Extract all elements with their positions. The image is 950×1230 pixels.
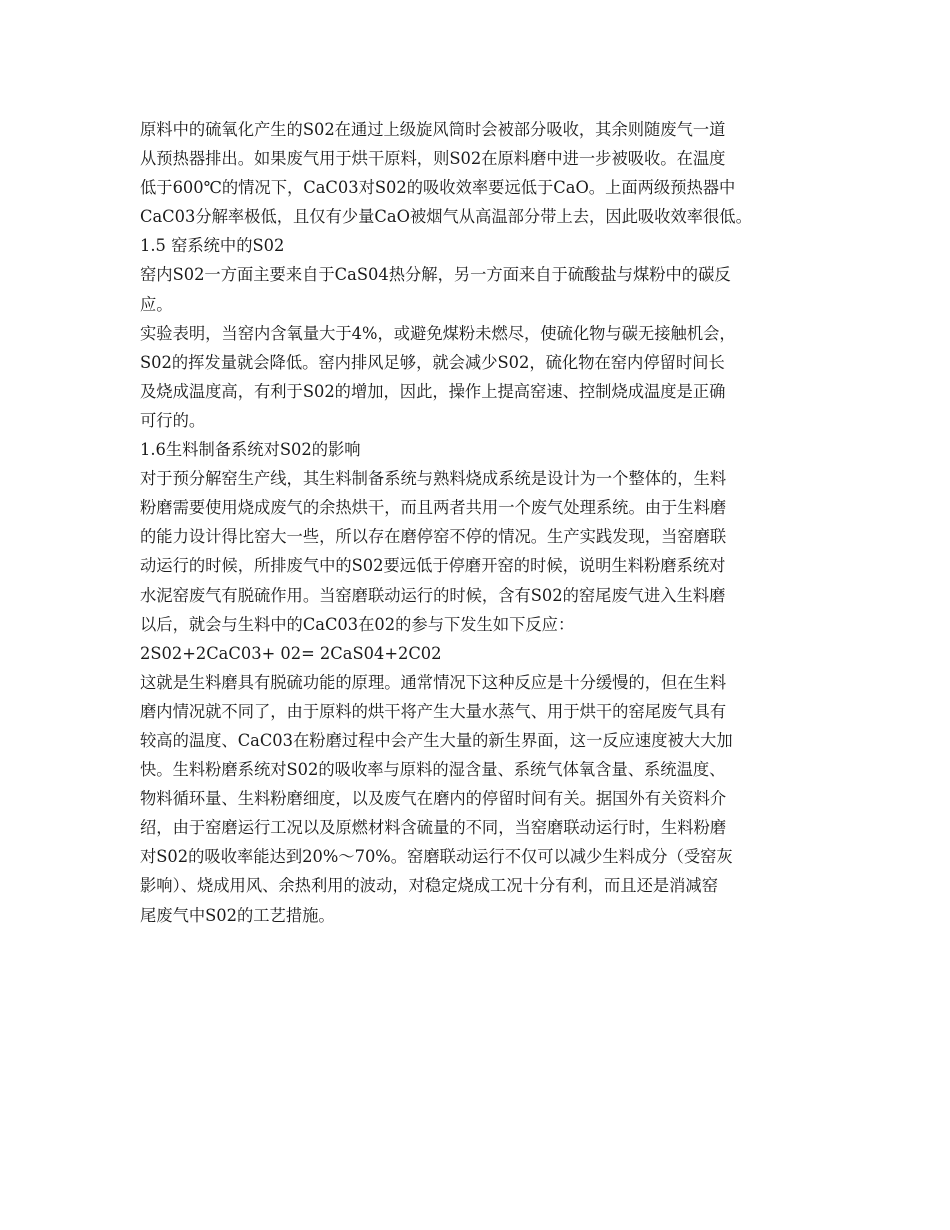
- document-body: [140, 115, 812, 930]
- text-line: 动运行的时候，所排废气中的S02要远低于停磨开窑的时候，说明生料粉磨系统对: [140, 556, 726, 576]
- section-heading: 1.6生料制备系统对S02的影响: [140, 440, 361, 460]
- text-line: 磨内情况就不同了，由于原料的烘干将产生大量水蒸气、用于烘干的窑尾废气具有: [140, 701, 727, 721]
- section-heading: 1.5 窑系统中的S02: [140, 236, 285, 256]
- text-line: 从预热器排出。如果废气用于烘干原料，则S02在原料磨中进一步被吸收。在温度: [140, 149, 726, 169]
- text-line: 绍，由于窑磨运行工况以及原燃材料含硫量的不同，当窑磨联动运行时，生料粉磨: [140, 818, 727, 838]
- text-line: 这就是生料磨具有脱硫功能的原理。通常情况下这种反应是十分缓慢的，但在生料: [140, 672, 727, 692]
- text-line: 可行的。: [140, 410, 206, 430]
- text-line: 影响）、烧成用风、余热利用的波动，对稳定烧成工况十分有利，而且还是消减窑: [140, 876, 718, 896]
- text-line: 快。生料粉磨系统对S02的吸收率与原料的湿含量、系统气体氧含量、系统温度、: [140, 760, 726, 780]
- text-line: 窑内S02一方面主要来自于CaS04热分解，另一方面来自于硫酸盐与煤粉中的碳反: [140, 265, 731, 285]
- text-line: 对于预分解窑生产线，其生料制备系统与熟料烧成系统是设计为一个整体的，生料: [140, 469, 727, 489]
- text-line: 较高的温度、CaC03在粉磨过程中会产生大量的新生界面，这一反应速度被大大加: [140, 730, 733, 750]
- text-line: 对S02的吸收率能达到20%～70%。窑磨联动运行不仅可以减少生料成分（受窑灰: [140, 847, 733, 867]
- text-line: 低于600℃的情况下，CaC03对S02的吸收效率要远低于CaO。上面两级预热器中: [140, 178, 736, 198]
- text-line: 应。: [140, 294, 173, 314]
- chemical-equation: 2S02+2CaC03+ 02= 2CaS04+2C02: [140, 643, 442, 663]
- text-line: 粉磨需要使用烧成废气的余热烘干，而且两者共用一个废气处理系统。由于生料磨: [140, 498, 727, 518]
- text-line: 物料循环量、生料粉磨细度，以及废气在磨内的停留时间有关。据国外有关资料介: [140, 789, 727, 809]
- text-line: 尾废气中S02的工艺措施。: [140, 905, 335, 925]
- text-line: 及烧成温度高，有利于S02的增加，因此，操作上提高窑速、控制烧成温度是正确: [140, 381, 726, 401]
- text-line: 以后，就会与生料中的CaC03在02的参与下发生如下反应：: [140, 614, 575, 634]
- text-line: 原料中的硫氧化产生的S02在通过上级旋风筒时会被部分吸收，其余则随废气一道: [140, 120, 726, 139]
- text-line: CaC03分解率极低，且仅有少量CaO被烟气从高温部分带上去，因此吸收效率很低。: [140, 207, 752, 227]
- text-line: 实验表明，当窑内含氧量大于4%，或避免煤粉未燃尽，使硫化物与碳无接触机会，: [140, 323, 736, 343]
- text-line: S02的挥发量就会降低。窑内排风足够，就会减少S02，硫化物在窑内停留时间长: [140, 352, 725, 372]
- text-line: 的能力设计得比窑大一些，所以存在磨停窑不停的情况。生产实践发现，当窑磨联: [140, 527, 727, 547]
- text-line: 水泥窑废气有脱硫作用。当窑磨联动运行的时候，含有S02的窑尾废气进入生料磨: [140, 585, 726, 605]
